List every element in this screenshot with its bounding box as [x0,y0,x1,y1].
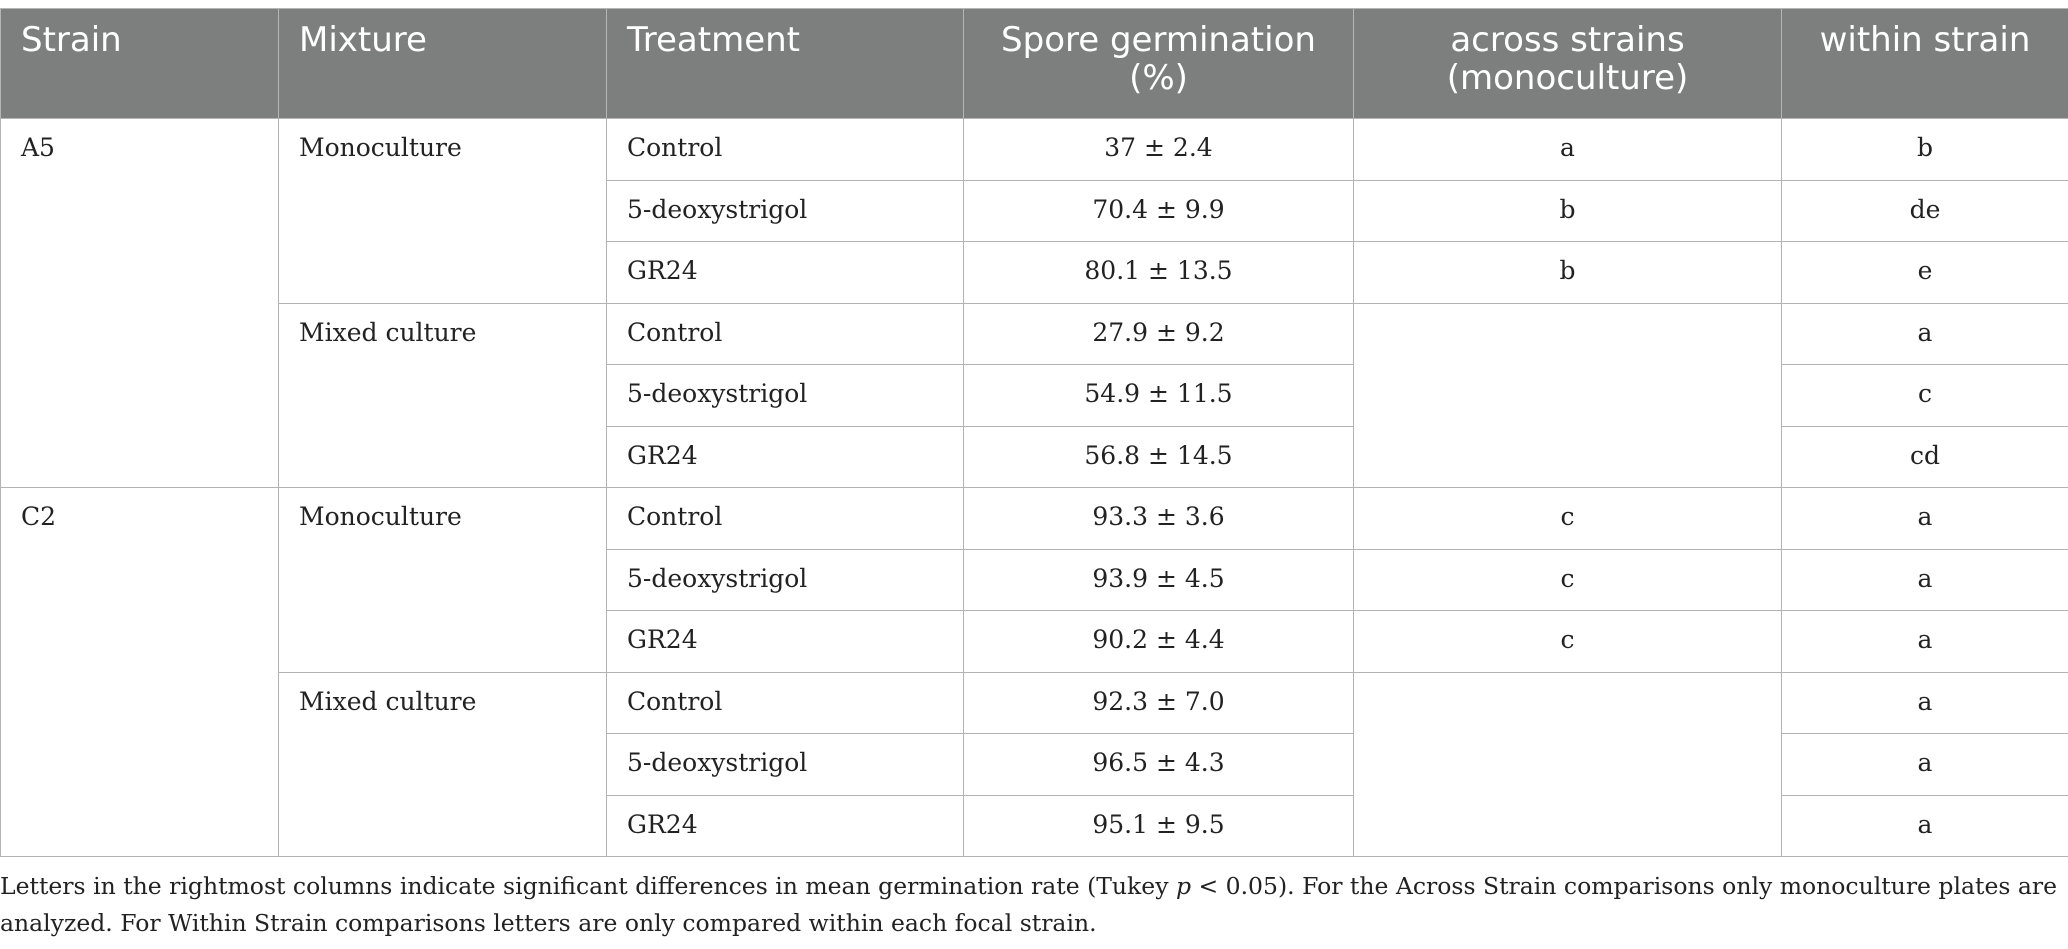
treatment-cell: Control [607,672,964,734]
treatment-cell: GR24 [607,242,964,304]
germination-cell: 90.2 ± 4.4 [964,611,1354,673]
header-strain: Strain [1,9,279,119]
across-cell-empty [1354,303,1782,488]
germination-cell: 37 ± 2.4 [964,119,1354,181]
header-row [1,9,2068,119]
across-cell: a [1354,119,1782,181]
germination-cell: 70.4 ± 9.9 [964,180,1354,242]
across-cell: b [1354,242,1782,304]
germination-cell: 93.3 ± 3.6 [964,488,1354,550]
mixture-cell: Mixed culture [279,303,607,488]
within-cell: de [1782,180,2068,242]
germination-cell: 96.5 ± 4.3 [964,734,1354,796]
germination-cell: 93.9 ± 4.5 [964,549,1354,611]
mixture-cell: Monoculture [279,488,607,673]
across-cell: b [1354,180,1782,242]
strain-cell: A5 [1,119,279,488]
within-cell: a [1782,611,2068,673]
treatment-cell: GR24 [607,426,964,488]
across-cell-empty [1354,672,1782,857]
header-spore-germination: Spore germination (%) [964,9,1354,119]
across-cell: c [1354,611,1782,673]
table-row [1,303,2068,365]
germination-cell: 92.3 ± 7.0 [964,672,1354,734]
within-cell: a [1782,488,2068,550]
within-cell: a [1782,734,2068,796]
germination-cell: 95.1 ± 9.5 [964,795,1354,857]
treatment-cell: Control [607,119,964,181]
treatment-cell: 5-deoxystrigol [607,734,964,796]
footnote-text-2: < 0.05). For the Across Strain comparisons only monoculture plates are analyzed. For Within Strain comparisons letters are only compared within each focal strain. [0,872,2058,937]
table-row [1,488,2068,550]
treatment-cell: Control [607,488,964,550]
table-row [1,119,2068,181]
germination-cell: 27.9 ± 9.2 [964,303,1354,365]
treatment-cell: GR24 [607,795,964,857]
within-cell: c [1782,365,2068,427]
treatment-cell: GR24 [607,611,964,673]
treatment-cell: 5-deoxystrigol [607,180,964,242]
header-within-strain: within strain [1782,9,2068,119]
across-cell: c [1354,549,1782,611]
footnote-text-1: Letters in the rightmost columns indicate significant differences in mean germination rate (Tukey [0,872,1176,900]
germination-table [0,8,2068,857]
strain-cell: C2 [1,488,279,857]
header-mixture: Mixture [279,9,607,119]
mixture-cell: Mixed culture [279,672,607,857]
table-footnote [0,868,2060,942]
within-cell: a [1782,672,2068,734]
germination-cell: 56.8 ± 14.5 [964,426,1354,488]
header-across-strains: across strains (monoculture) [1354,9,1782,119]
germination-cell: 80.1 ± 13.5 [964,242,1354,304]
within-cell: a [1782,549,2068,611]
footnote-p-symbol: p [1175,872,1191,900]
header-treatment: Treatment [607,9,964,119]
within-cell: e [1782,242,2068,304]
table-row [1,672,2068,734]
mixture-cell: Monoculture [279,119,607,304]
within-cell: cd [1782,426,2068,488]
within-cell: a [1782,795,2068,857]
germination-cell: 54.9 ± 11.5 [964,365,1354,427]
within-cell: a [1782,303,2068,365]
across-cell: c [1354,488,1782,550]
treatment-cell: Control [607,303,964,365]
treatment-cell: 5-deoxystrigol [607,549,964,611]
within-cell: b [1782,119,2068,181]
treatment-cell: 5-deoxystrigol [607,365,964,427]
